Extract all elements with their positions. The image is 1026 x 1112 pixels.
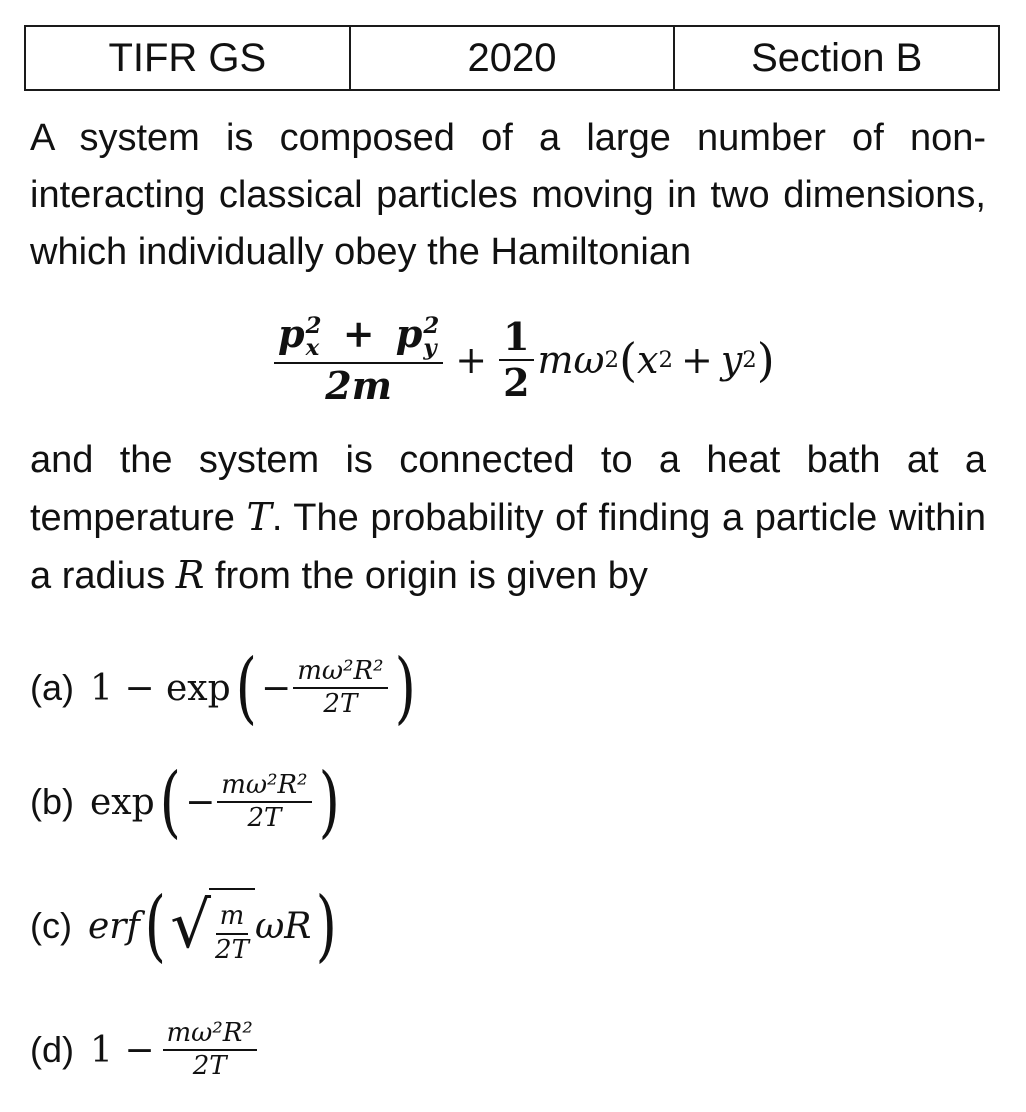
question-continuation: and the system is connected to a heat bath at a temperature T. The probability of finding a particle within a radius R from the origin is given by (30, 439, 986, 597)
half-fraction: $\frac{1}{2}$ (499, 317, 533, 403)
header-table (24, 25, 1000, 91)
option-b-expression: exp ( − $\frac{\text{mω²R²}}{2T}$ ) (90, 757, 340, 847)
header-section: Section B (673, 27, 998, 89)
option-d-expression: 1 − $\frac{\text{mω²R²}}{2T}$ (90, 1020, 259, 1081)
option-b[interactable] (30, 752, 344, 852)
option-label: (c) (30, 905, 72, 946)
option-d[interactable] (30, 1000, 259, 1100)
option-c-expression: erf ( √ $\frac{m}{2T}$ ωR ) (87, 881, 338, 971)
option-label: (a) (30, 667, 74, 708)
option-label: (d) (30, 1029, 74, 1070)
option-c[interactable] (30, 876, 342, 976)
header-year: 2020 (349, 27, 674, 89)
question-intro: A system is composed of a large number of non-interacting classical particles moving in two dimensions, which individually obey the Hamiltonian (30, 117, 986, 273)
option-label: (b) (30, 781, 74, 822)
hamiltonian-equation: p 2 x + p 2 y 2m + $\frac{1}{2}$ mω 2 ( x 2 + y 2 ) (270, 300, 775, 420)
kinetic-fraction: p 2 x + p 2 y 2m (274, 314, 443, 406)
option-a-expression: 1 − exp ( − $\frac{\text{mω²R²}}{2T}$ ) (90, 643, 416, 733)
square-root: √ $\frac{m}{2T}$ (170, 888, 255, 964)
option-a[interactable] (30, 638, 420, 738)
header-exam: TIFR GS (108, 35, 267, 80)
